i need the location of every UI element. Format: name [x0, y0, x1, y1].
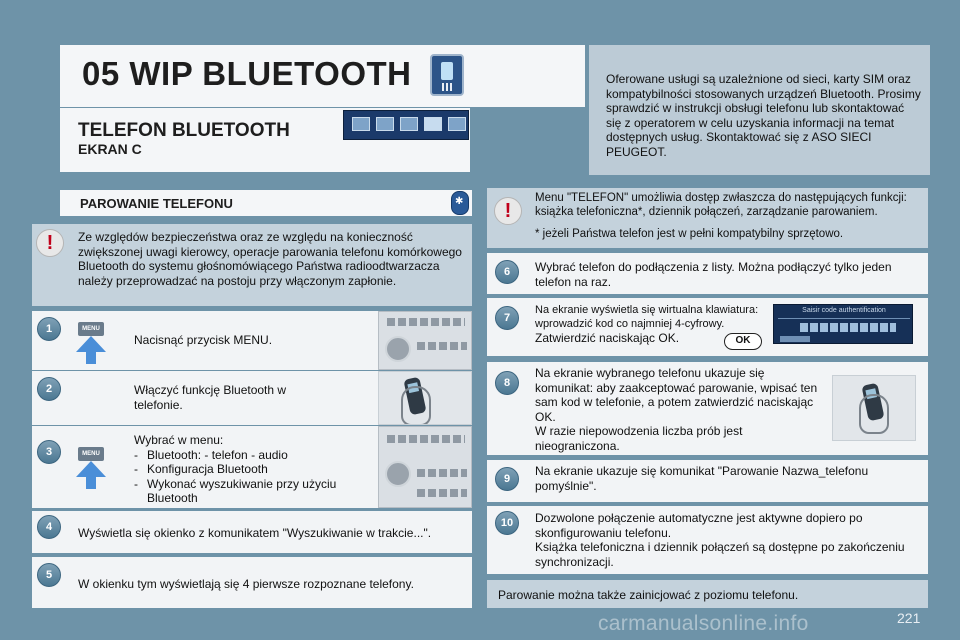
bottom-note-text: Parowanie można także zainicjować z poziomu telefonu. — [498, 588, 799, 602]
step-5-badge: 5 — [37, 563, 61, 587]
menu-button-icon: MENU — [78, 447, 104, 489]
pairing-title: PAROWANIE TELEFONU — [80, 196, 233, 211]
step-7-text: Na ekranie wyświetla się wirtualna klawiatura: wprowadzić kod co najmniej 4-cyfrowy. — [535, 304, 759, 330]
ok-button: OK — [724, 333, 762, 350]
radio-unit-icon — [378, 311, 472, 370]
code-screen-title: Saisir code authentification — [802, 307, 886, 314]
radio-unit-icon — [378, 426, 472, 508]
step-5-text: W okienku tym wyświetlają się 4 pierwsze rozpoznane telefony. — [78, 577, 414, 591]
services-note-text: Oferowane usługi są uzależnione od sieci, karty SIM oraz kompatybilności stosowanych urządzeń Bluetooth. Prosimy sprawdzić w instrukcji obsługi telefonu lub skontaktować się z operatorem w celu uzyskania informacji na temat dostępnych usług. Skontaktować się z ASO SIECI PEUGEOT. — [606, 72, 921, 159]
step-4-text: Wyświetla się okienko z komunikatem "Wyszukiwanie w trakcie...". — [78, 526, 432, 540]
step-1-text: Nacisnąć przycisk MENU. — [134, 333, 273, 347]
step-10-text: Dozwolone połączenie automatyczne jest aktywne dopiero po skonfigurowaniu telefonu. Książka telefoniczna i dziennik połączeń są dostępne po zakończeniu synchronizacji. — [535, 511, 905, 569]
page-number: 221 — [897, 610, 921, 626]
warning-icon: ! — [494, 197, 522, 225]
step-7-confirm-text: Zatwierdzić naciskając OK. — [535, 331, 680, 345]
step-6-text: Wybrać telefon do podłączenia z listy. Można podłączyć tylko jeden telefon na raz. — [535, 260, 892, 289]
step-10-badge: 10 — [495, 511, 519, 535]
menu-button-icon: MENU — [78, 322, 104, 364]
section-subtitle: EKRAN C — [78, 141, 142, 157]
step-6-badge: 6 — [495, 260, 519, 284]
safety-warning-text: Ze względów bezpieczeństwa oraz ze względu na konieczność zwiększonej uwagi kierowcy, operacje parowania telefonu komórkowego Bluetooth do systemu głośnomówiącego Państwa radioodtwarzacza należy przeprowadzać na postoju przy włączonym zapłonie. — [78, 230, 462, 288]
authentication-code-screen — [773, 304, 913, 344]
step-1-badge: 1 — [37, 317, 61, 341]
phone-menu-note-text: Menu "TELEFON" umożliwia dostęp zwłaszcza do następujących funkcji: książka telefoniczna*, dziennik połączeń, zarządzanie parowaniem. — [535, 192, 907, 218]
chapter-title: 05 WIP BLUETOOTH — [82, 55, 412, 92]
step-2-text: Włączyć funkcję Bluetooth w telefonie. — [134, 383, 287, 412]
step-8-badge: 8 — [495, 371, 519, 395]
menu-icons-strip-icon — [343, 110, 469, 140]
mobile-phone-icon — [430, 54, 464, 96]
step-3-text: Wybrać w menu: - Bluetooth: - telefon - audio - Konfiguracja Bluetooth - Wykonać wyszukiwanie przy użyciu Bluetooth — [134, 433, 337, 505]
hand-holding-phone-icon — [832, 375, 916, 441]
bluetooth-icon — [451, 191, 469, 215]
compatibility-footnote: * jeżeli Państwa telefon jest w pełni kompatybilny sprzętowo. — [535, 228, 844, 240]
step-4-badge: 4 — [37, 515, 61, 539]
section-title: TELEFON BLUETOOTH — [78, 120, 290, 141]
step-8-text: Na ekranie wybranego telefonu ukazuje się komunikat: aby zaakceptować parowanie, wpisać ten sam kod w telefonie, a potem zatwierdzić naciskając OK. W razie niepowodzenia liczba prób jest nieograniczona. — [535, 366, 818, 453]
step-7-badge: 7 — [495, 306, 519, 330]
step-3-badge: 3 — [37, 440, 61, 464]
step-9-badge: 9 — [495, 467, 519, 491]
watermark-text: carmanualsonline.info — [598, 612, 809, 635]
step-2-badge: 2 — [37, 377, 61, 401]
step-9-text: Na ekranie ukazuje się komunikat "Parowanie Nazwa_telefonu pomyślnie". — [535, 464, 869, 493]
hand-holding-phone-icon — [378, 371, 472, 425]
warning-icon: ! — [36, 229, 64, 257]
